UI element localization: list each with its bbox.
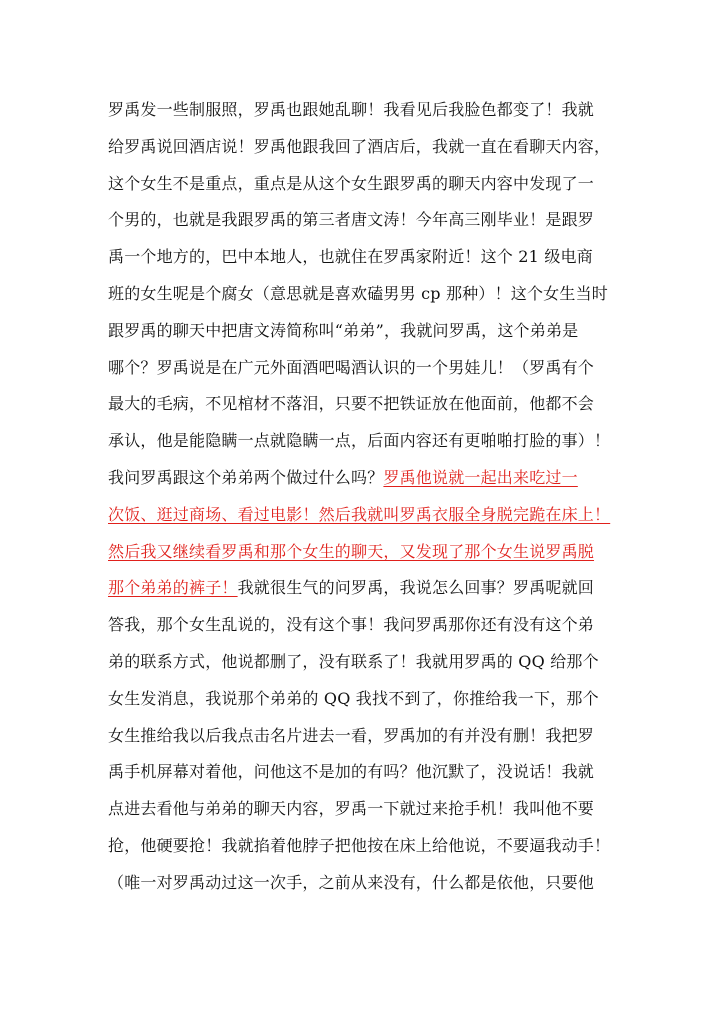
line-text: 班的女生呢是个腐女（意思就是喜欢磕男男 cp 那种）！这个女生当时 xyxy=(108,283,608,303)
line-text: 我就很生气的问罗禹，我说怎么回事？罗禹呢就回 xyxy=(237,578,595,598)
line-text: 个男的，也就是我跟罗禹的第三者唐文涛！今年高三刚毕业！是跟罗 xyxy=(108,210,595,230)
text-line xyxy=(108,754,628,791)
line-text: 弟的联系方式，他说都删了，没有联系了！我就用罗禹的 QQ 给那个 xyxy=(108,651,599,671)
text-line xyxy=(108,166,628,203)
line-text: 我问罗禹跟这个弟弟两个做过什么吗？ xyxy=(108,467,384,487)
line-text: 哪个？罗禹说是在广元外面酒吧喝酒认识的一个男娃儿！（罗禹有个 xyxy=(108,357,595,377)
line-text: 跟罗禹的聊天中把唐文涛简称叫“弟弟”，我就问罗禹，这个弟弟是 xyxy=(108,320,579,340)
text-line xyxy=(108,865,628,902)
line-text: 点进去看他与弟弟的聊天内容，罗禹一下就过来抢手机！我叫他不要 xyxy=(108,799,595,819)
text-line xyxy=(108,92,628,129)
text-line xyxy=(108,313,628,350)
line-text: （唯一对罗禹动过这一次手，之前从来没有，什么都是依他，只要他 xyxy=(108,872,595,892)
document-body xyxy=(108,92,628,902)
text-line xyxy=(108,423,628,460)
line-text: 女生推给我以后我点击名片进去一看，罗禹加的有并没有删！我把罗 xyxy=(108,725,595,745)
text-line xyxy=(108,497,628,534)
text-line xyxy=(108,239,628,276)
text-line xyxy=(108,534,628,571)
text-line xyxy=(108,460,628,497)
text-line xyxy=(108,386,628,423)
text-line xyxy=(108,828,628,865)
line-text: 答我，那个女生乱说的，没有这个事！我问罗禹那你还有没有这个弟 xyxy=(108,615,595,635)
text-line xyxy=(108,681,628,718)
line-text: 这个女生不是重点，重点是从这个女生跟罗禹的聊天内容中发现了一 xyxy=(108,173,595,193)
text-line xyxy=(108,129,628,166)
text-line xyxy=(108,718,628,755)
line-text: 最大的毛病，不见棺材不落泪，只要不把铁证放在他面前，他都不会 xyxy=(108,394,595,414)
text-line xyxy=(108,202,628,239)
highlighted-text: 罗禹他说就一起出来吃过一 xyxy=(383,467,578,487)
highlighted-text: 然后我又继续看罗禹和那个女生的聊天，又发现了那个女生说罗禹脱 xyxy=(108,541,595,561)
line-text: 罗禹发一些制服照，罗禹也跟她乱聊！我看见后我脸色都变了！我就 xyxy=(108,100,595,119)
text-line xyxy=(108,350,628,387)
line-text: 抢，他硬要抢！我就掐着他脖子把他按在床上给他说，不要逼我动手！ xyxy=(108,835,611,855)
highlighted-text: 次饭、逛过商场、看过电影！然后我就叫罗禹衣服全身脱完跪在床上！ xyxy=(108,504,611,524)
text-line xyxy=(108,607,628,644)
line-text: 给罗禹说回酒店说！罗禹他跟我回了酒店后，我就一直在看聊天内容， xyxy=(108,136,611,156)
line-text: 承认，他是能隐瞒一点就隐瞒一点，后面内容还有更啪啪打脸的事）！ xyxy=(108,431,611,451)
text-line xyxy=(108,276,628,313)
line-text: 禹手机屏幕对着他，问他这不是加的有吗？他沉默了，没说话！我就 xyxy=(108,762,595,782)
highlighted-text: 那个弟弟的裤子！ xyxy=(108,578,238,598)
text-line xyxy=(108,570,628,607)
text-line xyxy=(108,791,628,828)
text-line xyxy=(108,644,628,681)
line-text: 女生发消息，我说那个弟弟的 QQ 我找不到了，你推给我一下，那个 xyxy=(108,688,599,708)
line-text: 禹一个地方的，巴中本地人，也就住在罗禹家附近！这个 21 级电商 xyxy=(108,247,593,267)
